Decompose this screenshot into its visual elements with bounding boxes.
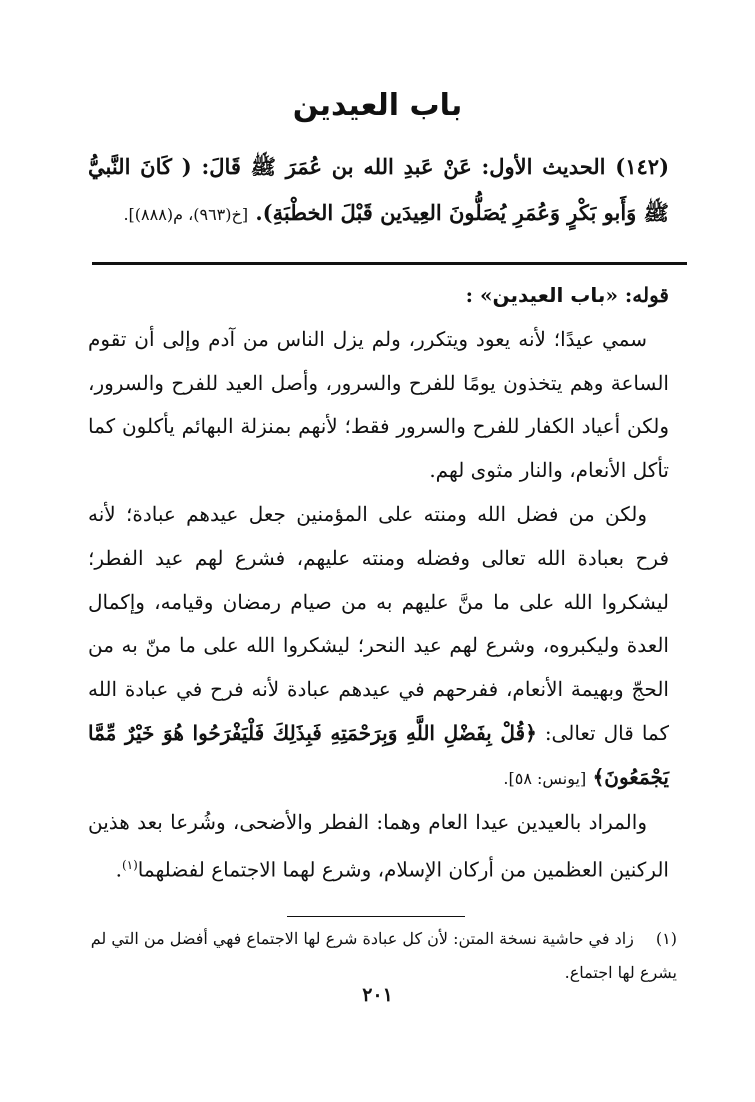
commentary-paragraph-1: سمي عيدًا؛ لأنه يعود ويتكرر، ولم يزل الناس من آدم وإلى أن تقوم الساعة وهم يتخذون يومًا للفرح والسرور، وأصل العيد للفرح والسرور، ولكن أعياد الكفار للفرح والسرور فقط؛ لأنهم بمنزلة البهائم يأكلون كما تأكل الأنعام، والنار مثوى لهم. (88, 326, 669, 483)
quran-reference: [يونس: ٥٨]. (503, 768, 587, 788)
commentary-paragraph-3 (88, 801, 669, 893)
commentary-heading (88, 274, 669, 318)
heading-prefix: قوله: « (605, 283, 669, 307)
heading-bold: باب العيدين (492, 283, 606, 307)
hadith-reference: [خ(٩٦٣)، م(٨٨٨)]. (123, 205, 249, 224)
chapter-title: باب العيدين (292, 88, 463, 123)
section-divider (92, 262, 687, 265)
footnote-divider (287, 916, 465, 917)
commentary (88, 274, 669, 893)
hadith-body: (١٤٢) الحديث الأول: عَنْ عَبدِ الله بن عُمَرَ ﷺ قَالَ: ( كَانَ النَّبيُّ ﷺ وَأَبو بَكْرٍ وَعُمَرِ يُصَلُّونَ العِيدَين قَبْلَ الخطْبَةِ). (88, 154, 669, 225)
hadith-text (88, 144, 669, 238)
footnote (84, 922, 677, 990)
quran-verse: ﴿قُلْ بِفَضْلِ اللَّهِ وَبِرَحْمَتِهِ فَبِذَلِكَ فَلْيَفْرَحُوا هُوَ خَيْرٌ مِّمَّا يَجْمَعُونَ﴾ (88, 720, 669, 789)
footnote-text: زاد في حاشية نسخة المتن: لأن كل عبادة شرع لها الاجتماع فهي أفضل من التي لم يشرع لها اجتماع. (90, 929, 677, 982)
paragraph-2-text: ولكن من فضل الله ومنته على المؤمنين جعل عيدهم عبادة؛ لأنه فرح بعبادة الله تعالى وفضله ومنته عليهم، فشرع لهم عيد الفطر؛ ليشكروا الله على ما منَّ عليهم به من صيام رمضان وقيامه، وإكمال العدة وليكبروه، وشرع لهم عيد النحر؛ ليشكروا الله على ما منّ به من الحجّ وبهيمة الأنعام، ففرحهم في عيدهم عبادة لأنه فرح في عبادة الله كما قال تعالى: (88, 501, 670, 745)
footnote-marker: (١) (121, 858, 138, 873)
paragraph-3-text: والمراد بالعيدين عيدا العام وهما: الفطر والأضحى، وشُرعا بعد هذين الركنين العظمين من أركان الإسلام، وشرع لهما الاجتماع لفضلهما (88, 809, 669, 883)
paragraph-3-end: . (115, 858, 122, 883)
footnote-number: (١) (655, 929, 677, 948)
heading-suffix: » : (465, 283, 493, 307)
page-number: ٢٠١ (362, 984, 393, 1006)
commentary-paragraph-2 (88, 493, 669, 801)
